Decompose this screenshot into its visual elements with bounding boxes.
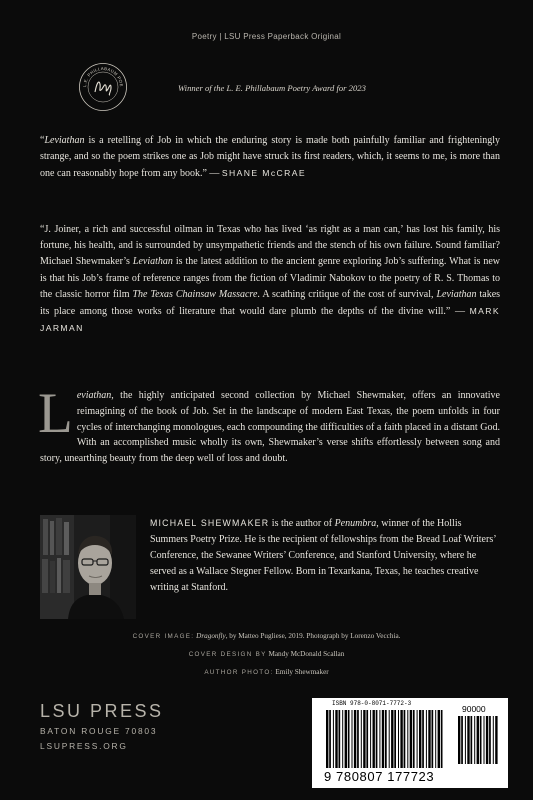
author-photo (40, 515, 136, 619)
blurb-text: is a retelling of Job in which the enduring story is made both painfully familiar and frighteningly strange, and so the poem strikes one as Job might have struck its first readers, which, it seems to me, is more than one can reasonably hope from any book.” — (40, 135, 500, 180)
blurb-text: “ (40, 135, 45, 146)
barcode-bar (465, 716, 466, 764)
publisher-name: LSU PRESS (40, 701, 164, 721)
barcode-bar (474, 716, 475, 764)
barcode-bar (484, 716, 485, 764)
blurb-title: Leviathan (436, 288, 477, 300)
barcode-bar (471, 716, 473, 764)
award-statement: Winner of the L. E. Phillabaum Poetry Award for 2023 (178, 83, 366, 93)
author-name: MICHAEL SHEWMAKER (150, 518, 270, 528)
ean-barcode-bars (326, 710, 444, 770)
author-portrait-image (40, 515, 136, 619)
blurb-text: “J. Joiner, a rich and successful oilman in Texas who has lived ‘as right as a man can,’ has lost his family, his fortune, his health, and is surrounded by unsympathetic friends and the stench of his own failure. Sound familiar? Michael Shewmaker’s (40, 224, 500, 268)
barcode-bar (489, 716, 491, 764)
barcode-bar (435, 710, 436, 768)
barcode-bar (335, 710, 337, 768)
barcode-bar (426, 710, 427, 768)
barcode-bar (345, 710, 347, 768)
barcode-bar (389, 710, 390, 768)
barcode-bar (493, 716, 494, 764)
cover-image-credit (0, 632, 533, 640)
credit-text: , by Matteo Pugliese, 2019. Photograph by Lorenzo Vecchia. (225, 632, 401, 640)
barcode-bar (467, 716, 469, 764)
barcode-bar (361, 710, 362, 768)
barcode-bar (379, 710, 380, 768)
barcode-bar (382, 710, 384, 768)
credit-text: Emily Shewmaker (275, 668, 329, 676)
barcode-bar (329, 710, 331, 768)
barcode-bar (413, 710, 415, 768)
credit-label: COVER IMAGE: (132, 633, 195, 640)
barcode-bar (419, 710, 421, 768)
barcode-bar (407, 710, 408, 768)
barcode-bar (480, 716, 482, 764)
barcode-bar (333, 710, 334, 768)
publisher-address: BATON ROUGE 70803 (40, 726, 158, 736)
barcode-bar (366, 710, 368, 768)
bio-text: is the author of (269, 518, 335, 529)
price-addon-bars (458, 716, 498, 766)
barcode-bar (398, 710, 399, 768)
barcode-bar (458, 716, 460, 764)
bio-text: , winner of the Hollis Summers Poetry Prize. He is the recipient of fellowships from the Bread Loaf Writers’ Conference, the Sewanee Writers’ Conference, and Stanford University, where he served as a Wallace Stegner Fellow. Born in Texarkana, Texas, he teaches creative writing at Stanford. (150, 518, 496, 593)
drop-cap: L (38, 382, 73, 445)
blurb-author: SHANE McCRAE (221, 168, 307, 179)
barcode-bar (363, 710, 365, 768)
blurb-mark-jarman (40, 222, 500, 337)
barcode-bar (461, 716, 463, 764)
credit-label: COVER DESIGN BY (188, 651, 267, 658)
barcode-bar (370, 710, 371, 768)
price-code: 90000 (462, 704, 486, 714)
barcode-bar (495, 716, 497, 764)
blurb-text: is the latest addition to the ancient genre exploring Job’s suffering. What is new is that his Job’s frame of reference ranges from the fiction of Vladimir Nabokov to the poetry of R. S. Thomas to the classic horror film (40, 256, 500, 300)
credit-label: AUTHOR PHOTO: (204, 669, 274, 676)
blurb-text: takes its place among those works of literature that would dare plumb the depths of the divine will.” — (40, 288, 501, 318)
barcode-number: 9 780807 177723 (324, 769, 435, 784)
barcode-bar (400, 710, 402, 768)
barcode-bar (428, 710, 430, 768)
description-text: , the highly anticipated second collection by Michael Shewmaker, offers an innovative reimagining of the book of Job. Set in the landscape of modern East Texas, the poem unfolds in four cycles of interchanging monologues, each compounding the difficulties of a faith placed in a distant God. With an accomplished music wholly its own, Shewmaker’s verse shifts effortlessly between song and story, unearthing beauty from the deep well of loss and doubt. (40, 390, 500, 465)
barcode-bar (352, 710, 353, 768)
barcode-bar (342, 710, 343, 768)
author-bio (150, 515, 496, 596)
publisher-website: LSUPRESS.ORG (40, 741, 128, 751)
barcode-bar (339, 710, 341, 768)
previous-book-title: Penumbra (334, 518, 377, 529)
barcode-bar (376, 710, 378, 768)
publisher-block (40, 701, 164, 751)
barcode-bar (348, 710, 350, 768)
book-description (38, 382, 500, 467)
svg-text:L.E. PHILLABAUM POETRY AWARD (78, 62, 124, 87)
barcode-bar (391, 710, 393, 768)
credit-text: Mandy McDonald Scallan (268, 650, 345, 658)
seal-text: L.E. PHILLABAUM POE (81, 65, 125, 88)
barcode-bar (410, 710, 412, 768)
barcode-bar (477, 716, 479, 764)
blurb-shane-mccrae (40, 133, 500, 183)
artwork-title: Dragonfly (196, 632, 226, 640)
blurb-title: Leviathan (44, 135, 85, 146)
barcode-bar (432, 710, 434, 768)
cover-design-credit (0, 650, 533, 658)
isbn-barcode (312, 698, 508, 788)
barcode-bar (385, 710, 387, 768)
barcode-bar (422, 710, 424, 768)
blurb-text: . A scathing critique of the cost of survival, (257, 288, 437, 300)
barcode-bar (486, 716, 488, 764)
isbn-text: ISBN 978-0-8071-7772-3 (332, 700, 412, 707)
barcode-bar (438, 710, 440, 768)
barcode-bar (441, 710, 443, 768)
barcode-bar (404, 710, 406, 768)
barcode-bar (326, 710, 328, 768)
barcode-bar (373, 710, 375, 768)
author-photo-credit (0, 668, 533, 676)
award-seal-icon (78, 62, 128, 112)
film-title: The Texas Chainsaw Massacre (132, 288, 258, 300)
barcode-bar (394, 710, 396, 768)
description-title: eviathan (76, 390, 112, 401)
blurb-author: MARK JARMAN (40, 306, 500, 334)
barcode-bar (354, 710, 356, 768)
genre-and-format-line: Poetry | LSU Press Paperback Original (191, 32, 342, 41)
barcode-bar (357, 710, 359, 768)
blurb-title: Leviathan (132, 256, 173, 268)
barcode-bar (417, 710, 418, 768)
